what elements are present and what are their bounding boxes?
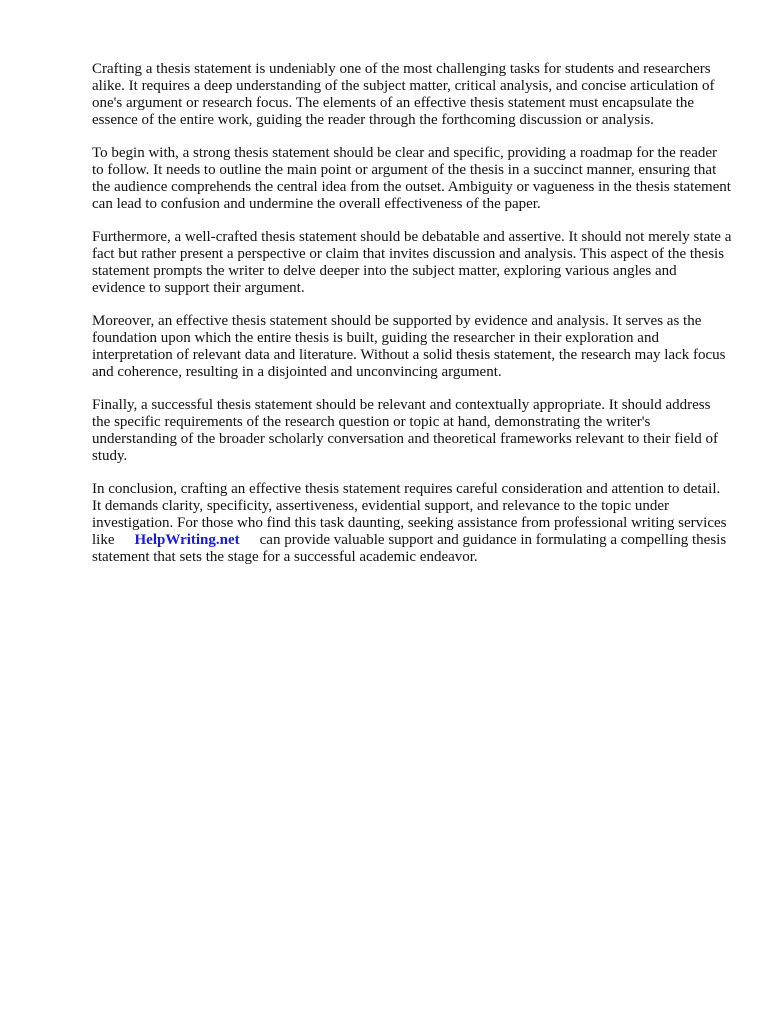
document-body <box>92 61 732 582</box>
helpwriting-link[interactable]: HelpWriting.net <box>134 532 240 548</box>
paragraph-clarity: To begin with, a strong thesis statement should be clear and specific, providing a roadmap for the reader to follow. It needs to outline the main point or argument of the thesis in a succinct manner, ensuring that the audience comprehends the central idea from the outset. Ambiguity or vagueness in the thesis statement can lead to confusion and undermine the overall effectiveness of the paper. <box>92 145 731 212</box>
conclusion-text-after-link: can provide valuable support and guidance in formulating a compelling thesis statement that sets the stage for a successful academic endeavor. <box>92 532 727 565</box>
paragraph-relevance: Finally, a successful thesis statement should be relevant and contextually appropriate. It should address the specific requirements of the research question or topic at hand, demonstrating the writer's understanding of the broader scholarly conversation and theoretical frameworks relevant to their field of study. <box>92 397 719 464</box>
paragraph-evidence: Moreover, an effective thesis statement should be supported by evidence and analysis. It serves as the foundation upon which the entire thesis is built, guiding the researcher in their exploration and interpretation of relevant data and literature. Without a solid thesis statement, the research may lack focus and coherence, resulting in a disjointed and unconvincing argument. <box>92 313 726 380</box>
paragraph-conclusion <box>92 481 732 566</box>
paragraph-intro: Crafting a thesis statement is undeniably one of the most challenging tasks for students and researchers alike. It requires a deep understanding of the subject matter, critical analysis, and concise articulation of one's argument or research focus. The elements of an effective thesis statement must encapsulate the essence of the entire work, guiding the reader through the forthcoming discussion or analysis. <box>92 61 715 128</box>
conclusion-text-before-link: In conclusion, crafting an effective thesis statement requires careful consideration and attention to detail. It demands clarity, specificity, assertiveness, evidential support, and relevance to the topic under investigation. For those who find this task daunting, seeking assistance from professional writing services like <box>92 481 727 548</box>
paragraph-debatable: Furthermore, a well-crafted thesis statement should be debatable and assertive. It should not merely state a fact but rather present a perspective or claim that invites discussion and analysis. This aspect of the thesis statement prompts the writer to delve deeper into the subject matter, exploring various angles and evidence to support their argument. <box>92 229 732 296</box>
